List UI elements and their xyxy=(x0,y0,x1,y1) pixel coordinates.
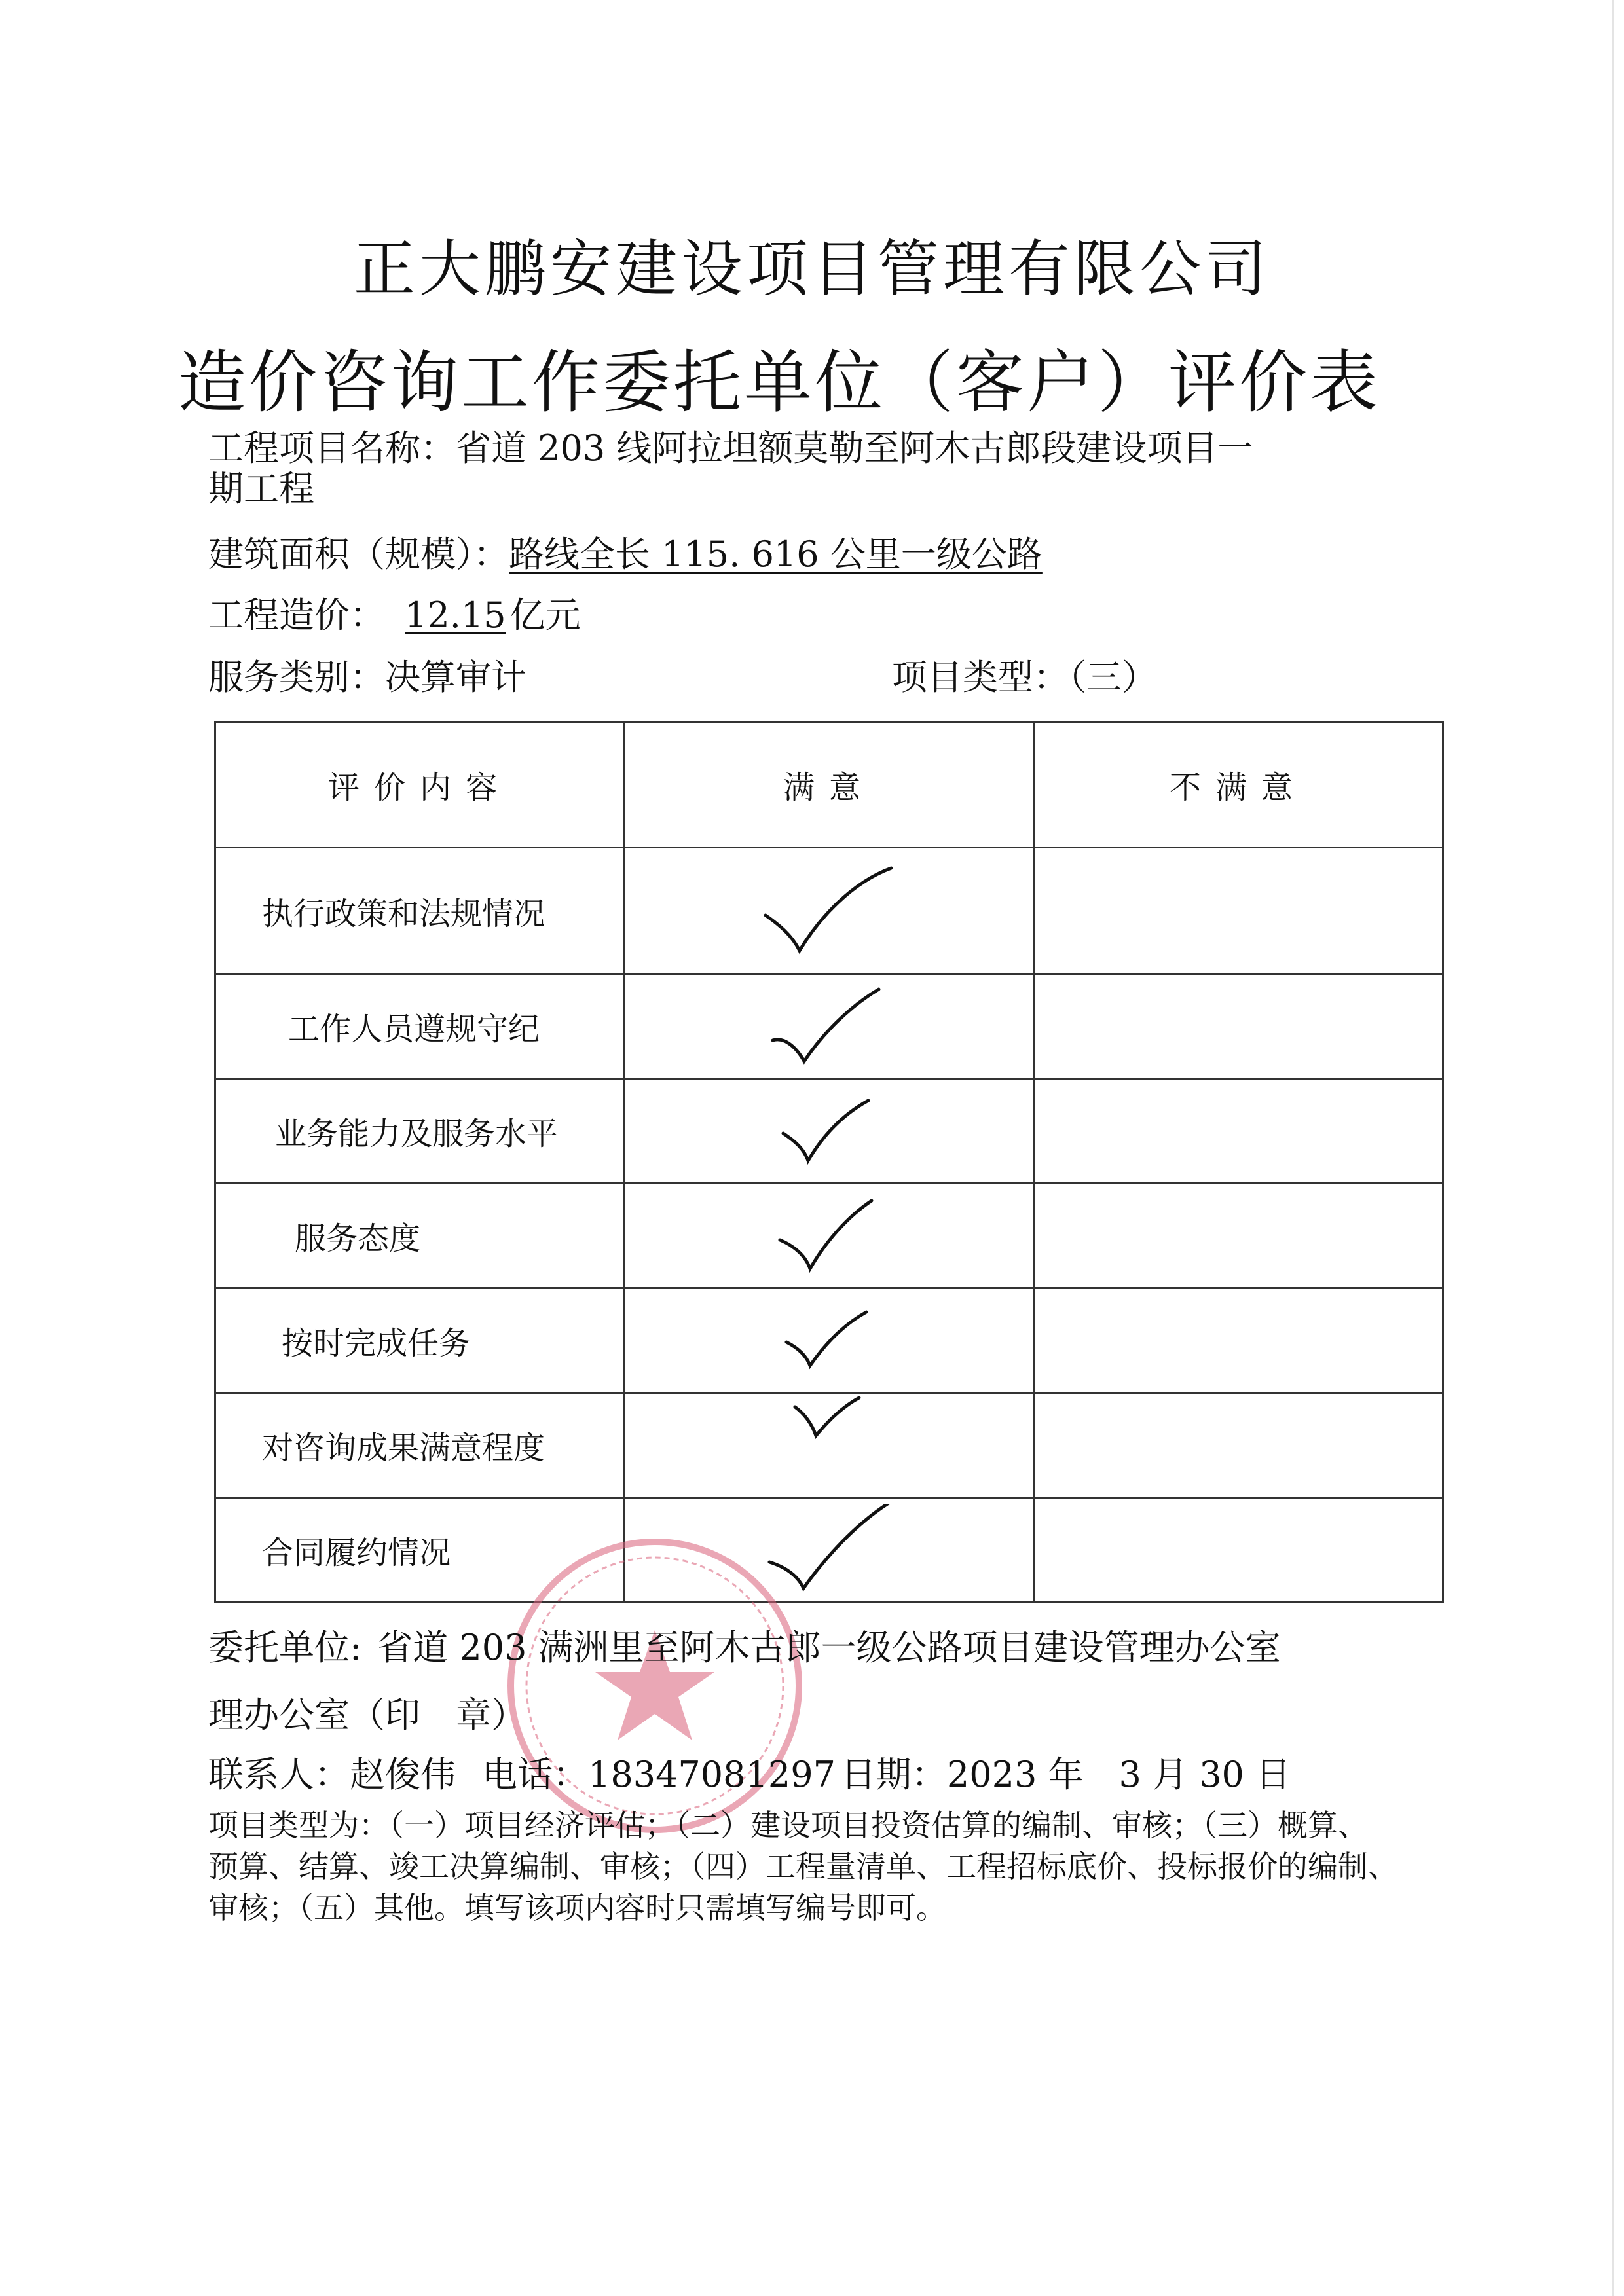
date-value: 2023 年 3 月 30 日 xyxy=(946,1754,1291,1795)
satisfied-cell xyxy=(625,1184,1034,1288)
check-mark-icon xyxy=(777,1095,881,1167)
service-line xyxy=(208,655,526,701)
note-line-1: 项目类型为：（一）项目经济评估；（二）建设项目投资估算的编制、审核；（三）概算、 xyxy=(208,1808,1368,1843)
unsatisfied-cell xyxy=(1034,1498,1443,1603)
cost-label: 工程造价： xyxy=(208,594,385,636)
check-mark-icon xyxy=(773,1197,885,1275)
header-unsatisfied: 不满意 xyxy=(1034,722,1443,848)
service-label: 服务类别： xyxy=(208,657,385,698)
criterion-cell: 业务能力及服务水平 xyxy=(215,1079,625,1184)
client-value-cont: 理办公室 xyxy=(208,1694,350,1736)
table-row xyxy=(215,974,1443,1079)
table-row xyxy=(215,848,1443,974)
satisfied-cell xyxy=(625,1288,1034,1393)
area-label: 建筑面积（规模）： xyxy=(208,534,509,575)
contact-line xyxy=(208,1752,1291,1798)
evaluation-table xyxy=(214,721,1444,1603)
date-label: 日期： xyxy=(840,1754,947,1795)
company-name: 正大鹏安建设项目管理有限公司 xyxy=(353,234,1270,305)
client-seal-line xyxy=(208,1692,526,1738)
form-title: 造价咨询工作委托单位（客户）评价表 xyxy=(177,342,1380,422)
satisfied-cell xyxy=(625,974,1034,1079)
scan-edge-line xyxy=(1612,0,1614,2296)
note-line-2: 预算、结算、竣工决算编制、审核；（四）工程量清单、工程招标底价、投标报价的编制、 xyxy=(208,1849,1398,1884)
header-satisfied: 满意 xyxy=(625,722,1034,848)
project-name-line1 xyxy=(208,426,1253,471)
project-type-line xyxy=(892,655,1157,701)
criterion-cell: 服务态度 xyxy=(215,1184,625,1288)
unsatisfied-cell xyxy=(1034,1184,1443,1288)
criterion-cell: 对咨询成果满意程度 xyxy=(215,1393,625,1498)
check-mark-icon xyxy=(780,1308,878,1374)
unsatisfied-cell xyxy=(1034,1393,1443,1498)
unsatisfied-cell xyxy=(1034,1288,1443,1393)
cost-line xyxy=(208,592,581,638)
criterion-cell: 执行政策和法规情况 xyxy=(215,848,625,974)
contact-name: 赵俊伟 xyxy=(350,1754,456,1795)
service-value: 决算审计 xyxy=(385,657,526,698)
client-line xyxy=(208,1625,1281,1671)
project-name-line2: 期工程 xyxy=(208,468,314,509)
satisfied-cell xyxy=(625,1393,1034,1498)
contact-label: 联系人： xyxy=(208,1754,350,1795)
criterion-cell: 工作人员遵规守纪 xyxy=(215,974,625,1079)
project-type-value: （三） xyxy=(1069,657,1157,698)
table-row xyxy=(215,1288,1443,1393)
unsatisfied-cell xyxy=(1034,848,1443,974)
area-line xyxy=(208,532,1043,577)
table-row xyxy=(215,1393,1443,1498)
criterion-cell: 合同履约情况 xyxy=(215,1498,625,1603)
table-header-row xyxy=(215,722,1443,848)
project-name-label: 工程项目名称： xyxy=(208,428,456,469)
check-mark-icon xyxy=(790,1394,868,1446)
phone-value: 18347081297 xyxy=(588,1754,836,1795)
client-label: 委托单位: xyxy=(208,1627,362,1668)
satisfied-cell xyxy=(625,848,1034,974)
note-line-3: 审核；（五）其他。填写该项内容时只需填写编号即可。 xyxy=(208,1890,946,1925)
criterion-cell: 按时完成任务 xyxy=(215,1288,625,1393)
phone-label: 电话： xyxy=(482,1754,588,1795)
check-mark-icon xyxy=(764,984,895,1069)
project-type-label: 项目类型： xyxy=(892,657,1069,698)
client-value: 省道 203 满洲里至阿木古郎一级公路项目建设管理办公室 xyxy=(377,1627,1281,1668)
satisfied-cell xyxy=(625,1079,1034,1184)
unsatisfied-cell xyxy=(1034,974,1443,1079)
project-name-value: 省道 203 线阿拉坦额莫勒至阿木古郎段建设项目一 xyxy=(456,428,1253,469)
unsatisfied-cell xyxy=(1034,1079,1443,1184)
table-row xyxy=(215,1184,1443,1288)
table-row xyxy=(215,1498,1443,1603)
cost-unit: 亿元 xyxy=(509,594,581,636)
table-row xyxy=(215,1079,1443,1184)
seal-label: （印 章） xyxy=(350,1694,526,1736)
header-criteria: 评价内容 xyxy=(215,722,625,848)
cost-value: 12.15 xyxy=(405,594,506,636)
check-mark-icon xyxy=(754,862,904,960)
area-value: 路线全长 115. 616 公里一级公路 xyxy=(509,534,1043,575)
